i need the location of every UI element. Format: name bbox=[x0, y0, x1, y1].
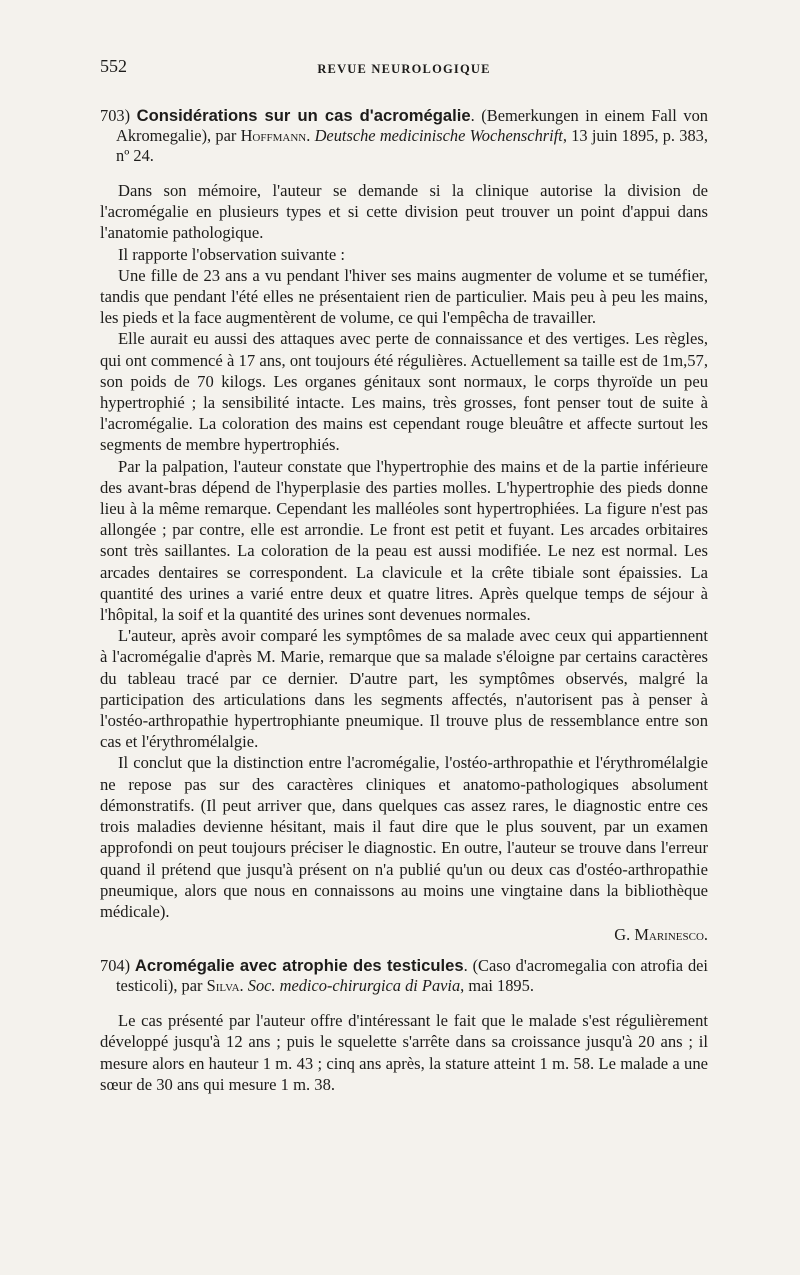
paragraph: L'auteur, après avoir comparé les symptômes de sa malade avec ceux qui appartiennent à l'acromégalie d'après M. Marie, remarque que sa malade s'éloigne par certains caractères du tableau tracé par ce dernier. D'autre part, les symptômes observés, malgré la participation des articulations dans les segments affectés, n'autorisent pas à penser à l'ostéo-arthropathie hypertrophiante pneumique. Il trouve plus de ressemblance entre son cas et l'érythromélalgie. bbox=[100, 626, 708, 752]
article-704 bbox=[100, 956, 708, 1095]
paragraph: Elle aurait eu aussi des attaques avec perte de connaissance et des vertiges. Les règles, qui ont commencé à 17 ans, ont toujours été régulières. Actuellement sa taille est de 1m,57, son poids de 70 kilogs. Les organes génitaux sont normaux, le corps thyroïde un peu hypertrophié ; la sensibilité intacte. Les mains, très grosses, font penser tout de suite à l'acromégalie. La coloration des mains est cependant rouge bleuâtre et affecte surtout les segments de membre hypertrophiés. bbox=[100, 329, 708, 455]
journal-name: Deutsche medicinische Wochenschrift bbox=[314, 126, 563, 145]
article-number: 703) bbox=[100, 106, 131, 125]
page-number: 552 bbox=[100, 56, 127, 76]
paragraph: Par la palpation, l'auteur constate que l'hypertrophie des mains et de la partie inférieure des avant-bras dépend de l'hyperplasie des parties molles. L'hypertrophie des pieds donne lieu à la même remarque. Cependant les malléoles sont hypertrophiées. La figure n'est pas allongée ; par contre, elle est arrondie. Le front est petit et fuyant. Les arcades orbitaires sont très saillantes. La coloration de la peau est aussi modifiée. Le nez est normal. Les arcades dentaires se correspondent. La clavicule et la crête tibiale sont épaissies. La quantité des urines a varié entre deux et quatre litres. Après quelque temps de séjour à l'hôpital, la soif et la quantité des urines sont devenues normales. bbox=[100, 456, 708, 625]
paragraph: Il rapporte l'observation suivante : bbox=[118, 244, 345, 264]
paragraph: Une fille de 23 ans a vu pendant l'hiver ses mains augmenter de volume et se tuméfier, tandis que pendant l'été elles ne présentaient rien de particulier. Mais peu à peu les mains, les pieds et la face augmentèrent de volume, ce qui l'empêcha de travailler. bbox=[100, 265, 708, 328]
paragraph: Il conclut que la distinction entre l'acromégalie, l'ostéo-arthropathie et l'érythromélalgie ne repose pas sur des caractères cliniques et anatomo-pathologiques absolument démonstratifs. (Il peut arriver que, dans quelques cas assez rares, le diagnostic entre ces trois maladies devienne hésitant, mais il faut dire que le plus souvent, par un examen approfondi on peut toujours préciser le diagnostic. En outre, l'auteur se trouve dans l'erreur quand il prétend que jusqu'à présent on n'a publié qu'un ou deux cas d'ostéo-arthropathie pneumique, alors que nous en connaissons au moins une vingtaine dans la bibliothèque médicale). bbox=[100, 753, 708, 921]
article-author: Silva bbox=[206, 976, 240, 996]
article-author: Hoffmann bbox=[240, 126, 307, 145]
article-703 bbox=[100, 106, 708, 946]
paragraph: Le cas présenté par l'auteur offre d'intéressant le fait que le malade s'est régulièrement développé jusqu'à 12 ans ; puis le squelette s'arrête dans sa croissance jusqu'à 20 ans ; il mesure alors en hauteur 1 m. 43 ; cinq ans après, la stature atteint 1 m. 58. Le malade a une sœur de 30 ans qui mesure 1 m. 38. bbox=[100, 1011, 708, 1094]
running-title: REVUE NEUROLOGIQUE bbox=[317, 62, 491, 76]
separator: . bbox=[239, 976, 248, 996]
article-title: Acromégalie avec atrophie des testicules bbox=[134, 956, 464, 976]
paragraph: Dans son mémoire, l'auteur se demande si la clinique autorise la division de l'acromégalie en plusieurs types et si cette division peut trouver un point d'appui dans l'anatomie pathologique. bbox=[100, 181, 708, 243]
article-heading bbox=[100, 956, 708, 996]
journal-reference: , 13 juin 1895, p. 383, nº 24. bbox=[116, 126, 708, 165]
article-subtitle: . (Caso d'acromegalia con atrofia dei testicoli), par bbox=[116, 956, 708, 996]
separator: . bbox=[306, 126, 315, 145]
reviewer-signature: G. Marinesco. bbox=[614, 925, 708, 945]
journal-reference: , mai 1895. bbox=[460, 976, 534, 996]
article-title: Considérations sur un cas d'acromégalie bbox=[136, 106, 471, 125]
journal-name: Soc. medico-chirurgica di Pavia bbox=[247, 976, 461, 996]
article-number: 704) bbox=[100, 956, 131, 976]
article-heading bbox=[100, 106, 708, 166]
page-header bbox=[100, 56, 708, 86]
article-subtitle: . (Bemerkungen in einem Fall von Akromegalie), par bbox=[116, 106, 708, 145]
